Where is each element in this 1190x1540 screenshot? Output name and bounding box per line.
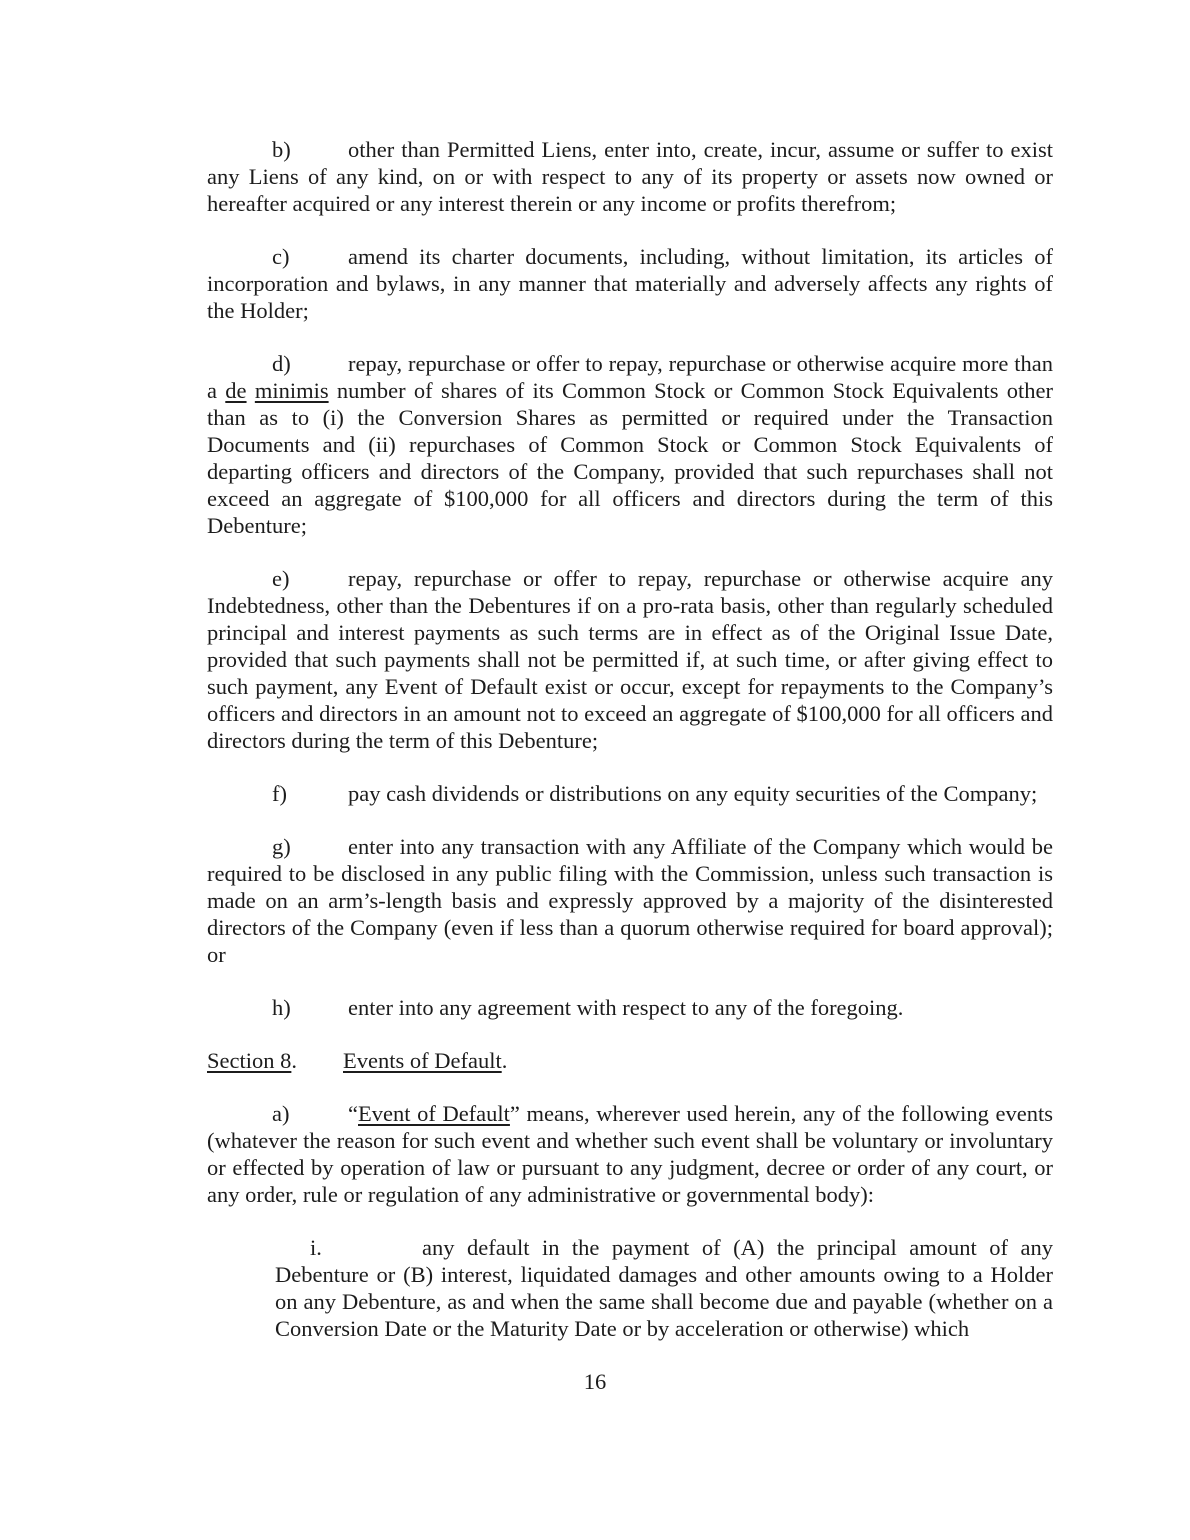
paragraph-b-label: b) (272, 137, 291, 162)
paragraph-d-label: d) (272, 351, 291, 376)
paragraph-e-label: e) (272, 566, 290, 591)
paragraph-e-text: repay, repurchase or offer to repay, repurchase or otherwise acquire any Indebtedness, other than the Debentures if on a pro-rata basis, other than regularly scheduled principal and interest payments as such terms are in effect as of the Original Issue Date, provided that such payments shall not be permitted if, at such time, or after giving effect to such payment, any Event of Default exist or occur, except for repayments to the Company’s officers and directors in an amount not to exceed an aggregate of $100,000 for all officers and directors during the term of this Debenture; (207, 566, 1053, 753)
section-heading-title: Events of Default (343, 1048, 502, 1073)
paragraph-c-label: c) (272, 244, 290, 269)
paragraph-d-text-before: repay, repurchase or offer to repay, repurchase or otherwise acquire more than a (207, 351, 1053, 403)
section-heading (207, 1047, 1053, 1074)
section-heading-label: Section 8 (207, 1048, 292, 1073)
paragraph-d-underlined-minimis: minimis (254, 378, 329, 403)
paragraph-b (207, 136, 1053, 217)
paragraph-e (207, 565, 1053, 754)
paragraph-a (207, 1100, 1053, 1208)
paragraph-b-text: other than Permitted Liens, enter into, create, incur, assume or suffer to exist any Liens of any kind, on or with respect to any of its property or assets now owned or hereafter acquired or any interest therein or any income or profits therefrom; (207, 137, 1053, 216)
paragraph-c (207, 243, 1053, 324)
paragraph-a-text: ” means, wherever used herein, any of the following events (whatever the reason for such event and whether such event shall be voluntary or involuntary or effected by operation of law or pursuant to any judgment, decree or order of any court, or any order, rule or regulation of any administrative or governmental body): (207, 1101, 1053, 1207)
section-heading-title-period: . (501, 1048, 508, 1073)
paragraph-h-text: enter into any agreement with respect to any of the foregoing. (348, 995, 904, 1020)
paragraph-d (207, 350, 1053, 539)
paragraph-f-label: f) (272, 781, 287, 806)
paragraph-i-label: i. (310, 1235, 322, 1260)
paragraph-f (207, 780, 1053, 807)
section-heading-label-period: . (291, 1048, 297, 1073)
paragraph-h-label: h) (272, 995, 291, 1020)
page-number: 16 (583, 1369, 607, 1394)
paragraph-i (275, 1234, 1053, 1342)
paragraph-i-text: any default in the payment of (A) the principal amount of any Debenture or (B) interest, liquidated damages and other amounts owing to a Holder on any Debenture, as and when the same shall become due and payable (whether on a Conversion Date or the Maturity Date or by acceleration or otherwise) which (275, 1235, 1053, 1341)
paragraph-a-label: a) (272, 1101, 290, 1126)
paragraph-f-text: pay cash dividends or distributions on any equity securities of the Company; (348, 781, 1038, 806)
paragraph-g (207, 833, 1053, 968)
paragraph-h (207, 994, 1053, 1021)
paragraph-g-text: enter into any transaction with any Affiliate of the Company which would be required to be disclosed in any public filing with the Commission, unless such transaction is made on an arm’s-length basis and expressly approved by a majority of the disinterested directors of the Company (even if less than a quorum otherwise required for board approval); or (207, 834, 1053, 967)
paragraph-d-text-after: number of shares of its Common Stock or Common Stock Equivalents other than as to (i) the Conversion Shares as permitted or required under the Transaction Documents and (ii) repurchases of Common Stock or Common Stock Equivalents of departing officers and directors of the Company, provided that such repurchases shall not exceed an aggregate of $100,000 for all officers and directors during the term of this Debenture; (207, 378, 1054, 538)
paragraph-g-label: g) (272, 834, 291, 859)
paragraph-a-open-quote: “ (348, 1101, 358, 1126)
paragraph-d-underlined-de: de (225, 378, 247, 403)
paragraph-c-text: amend its charter documents, including, without limitation, its articles of incorporation and bylaws, in any manner that materially and adversely affects any rights of the Holder; (207, 244, 1053, 323)
paragraph-a-underlined-term: Event of Default (358, 1101, 510, 1126)
